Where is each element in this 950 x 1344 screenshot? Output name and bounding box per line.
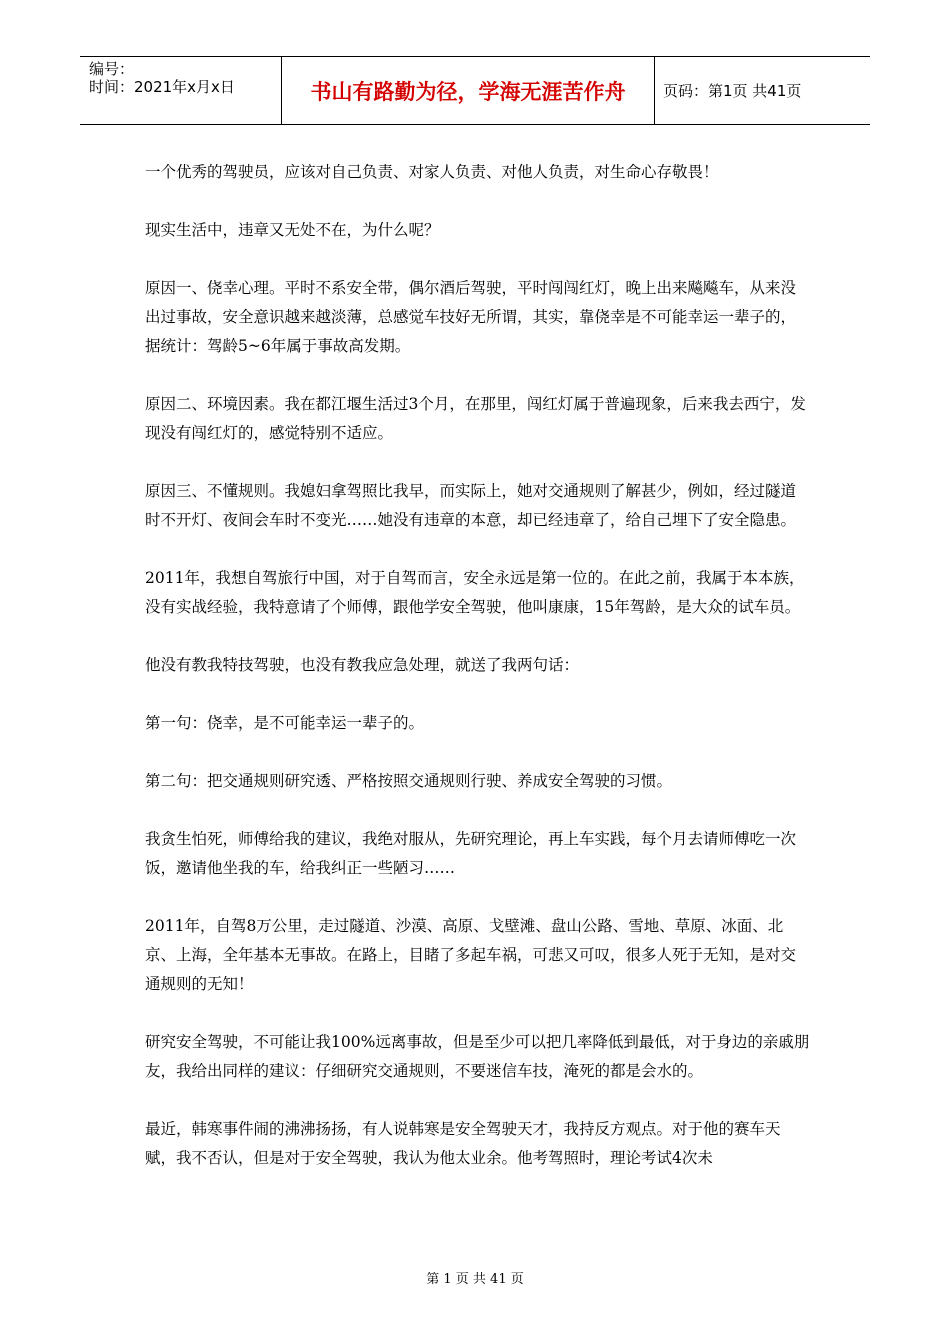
header-page-info: 页码：第1页 共41页 [663,82,802,100]
document-header [80,56,870,125]
page-footer: 第 1 页 共 41 页 [426,1272,524,1287]
header-motto: 书山有路勤为径，学海无涯苦作舟 [281,57,655,124]
header-meta [80,57,281,124]
paragraph: 2011年，我想自驾旅行中国，对于自驾而言，安全永远是第一位的。在此之前，我属于本本族，没有实战经验，我特意请了个师傅，跟他学安全驾驶，他叫康康，15年驾龄，是大众的试车员。 [145,569,805,616]
document-body [145,158,810,1202]
number-label: 编号： [89,60,135,78]
paragraph: 一个优秀的驾驶员，应该对自己负责、对家人负责、对他人负责，对生命心存敬畏！ [145,163,719,181]
paragraph: 原因三、不懂规则。我媳妇拿驾照比我早，而实际上，她对交通规则了解甚少，例如，经过隧道时不开灯、夜间会车时不变光……她没有违章的本意，却已经违章了，给自己埋下了安全隐患。 [145,482,797,529]
paragraph: 原因二、环境因素。我在都江堰生活过3个月，在那里，闯红灯属于普遍现象，后来我去西宁，发现没有闯红灯的，感觉特别不适应。 [145,395,806,442]
paragraph: 研究安全驾驶，不可能让我100%远离事故，但是至少可以把几率降低到最低，对于身边的亲戚朋友，我给出同样的建议：仔细研究交通规则，不要迷信车技，淹死的都是会水的。 [145,1033,810,1080]
paragraph: 第二句：把交通规则研究透、严格按照交通规则行驶、养成安全驾驶的习惯。 [145,772,673,790]
paragraph: 我贪生怕死，师傅给我的建议，我绝对服从，先研究理论，再上车实践，每个月去请师傅吃一次饭，邀请他坐我的车，给我纠正一些陋习…… [145,830,797,877]
time-label: 时间：2021年x月x日 [89,78,235,96]
paragraph: 现实生活中，违章又无处不在，为什么呢？ [145,221,440,239]
paragraph: 第一句：侥幸，是不可能幸运一辈子的。 [145,714,425,732]
paragraph: 他没有教我特技驾驶，也没有教我应急处理，就送了我两句话： [145,656,580,674]
paragraph: 2011年，自驾8万公里，走过隧道、沙漠、高原、戈壁滩、盘山公路、雪地、草原、冰面、北京、上海，全年基本无事故。在路上，目睹了多起车祸，可悲又可叹，很多人死于无知，是对交通规则的无知！ [145,917,797,993]
paragraph: 最近，韩寒事件闹的沸沸扬扬，有人说韩寒是安全驾驶天才，我持反方观点。对于他的赛车天赋，我不否认，但是对于安全驾驶，我认为他太业余。他考驾照时，理论考试4次未 [145,1120,781,1167]
paragraph: 原因一、侥幸心理。平时不系安全带，偶尔酒后驾驶，平时闯闯红灯，晚上出来飚飚车，从来没出过事故，安全意识越来越淡薄，总感觉车技好无所谓，其实，靠侥幸是不可能幸运一辈子的，据统计：驾龄5~6年属于事故高发期。 [145,279,797,355]
